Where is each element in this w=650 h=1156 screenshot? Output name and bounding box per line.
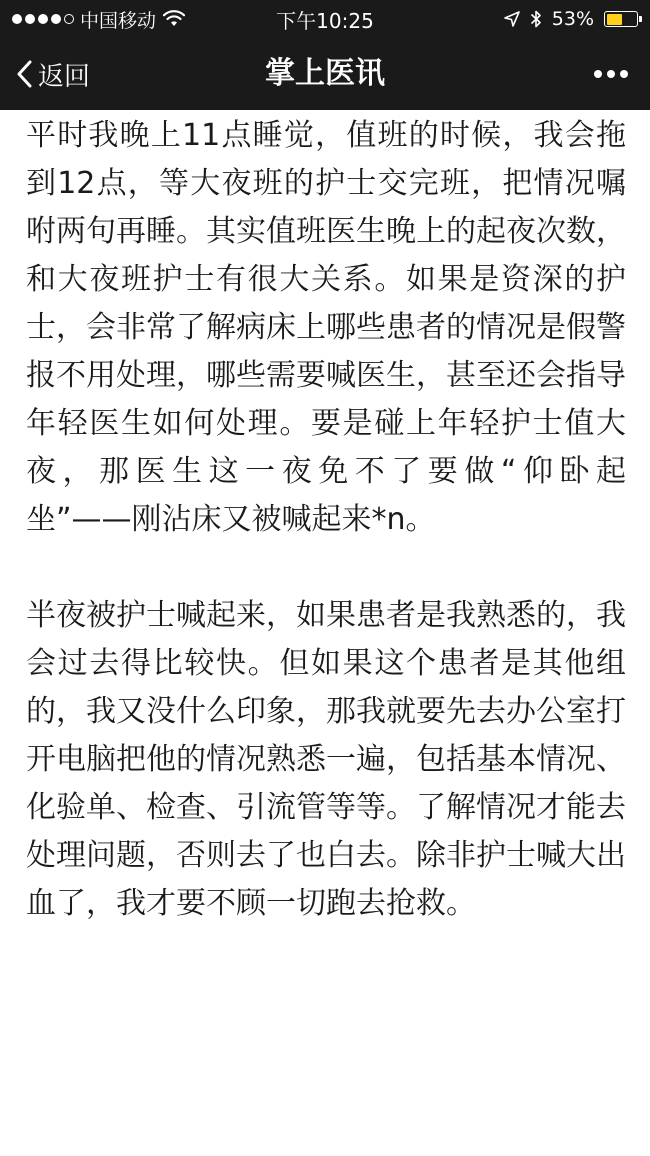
more-icon [620, 70, 628, 78]
location-arrow-icon [504, 11, 520, 27]
signal-dot [51, 14, 61, 24]
battery-level-fill [607, 14, 622, 25]
more-icon [594, 70, 602, 78]
signal-dot [38, 14, 48, 24]
article-paragraph: 平时我晚上11点睡觉，值班的时候，我会拖到12点，等大夜班的护士交完班，把情况嘱咐两句再睡。其实值班医生晚上的起夜次数，和大夜班护士有很大关系。如果是资深的护士，会非常了解病床上哪些患者的情况是假警报不用处理，哪些需要喊医生，甚至还会指导年轻医生如何处理。要是碰上年轻护士值大夜，那医生这一夜免不了要做“仰卧起坐”——刚沾床又被喊起来*n。 [26, 118, 626, 537]
article-content [26, 112, 626, 976]
status-bar-right [398, 8, 638, 30]
battery-icon [604, 11, 638, 27]
article-paragraph: 半夜被护士喊起来，如果患者是我熟悉的，我会过去得比较快。但如果这个患者是其他组的，我又没什么印象，那我就要先去办公室打开电脑把他的情况熟悉一遍，包括基本情况、化验单、检查、引流管等等。了解情况才能去处理问题，否则去了也白去。除非护士喊大出血了，我才要不顾一切跑去抢救。 [26, 598, 626, 921]
battery-tip [639, 16, 642, 22]
battery-percent: 53% [551, 8, 594, 30]
signal-dots-icon [12, 14, 74, 24]
wifi-icon [162, 10, 186, 28]
status-bar [0, 0, 650, 38]
back-button[interactable] [16, 38, 90, 110]
chevron-left-icon [16, 60, 32, 88]
navigation-bar [0, 38, 650, 110]
carrier-name: 中国移动 [80, 9, 157, 32]
bluetooth-icon [530, 9, 542, 29]
status-bar-left [12, 6, 252, 33]
more-button[interactable] [594, 38, 628, 110]
back-button-label: 返回 [38, 61, 91, 92]
more-icon [607, 70, 615, 78]
signal-dot-empty [64, 14, 74, 24]
status-time: 下午10:25 [276, 8, 374, 33]
page-title: 掌上医讯 [265, 56, 385, 91]
signal-dot [12, 14, 22, 24]
signal-dot [25, 14, 35, 24]
